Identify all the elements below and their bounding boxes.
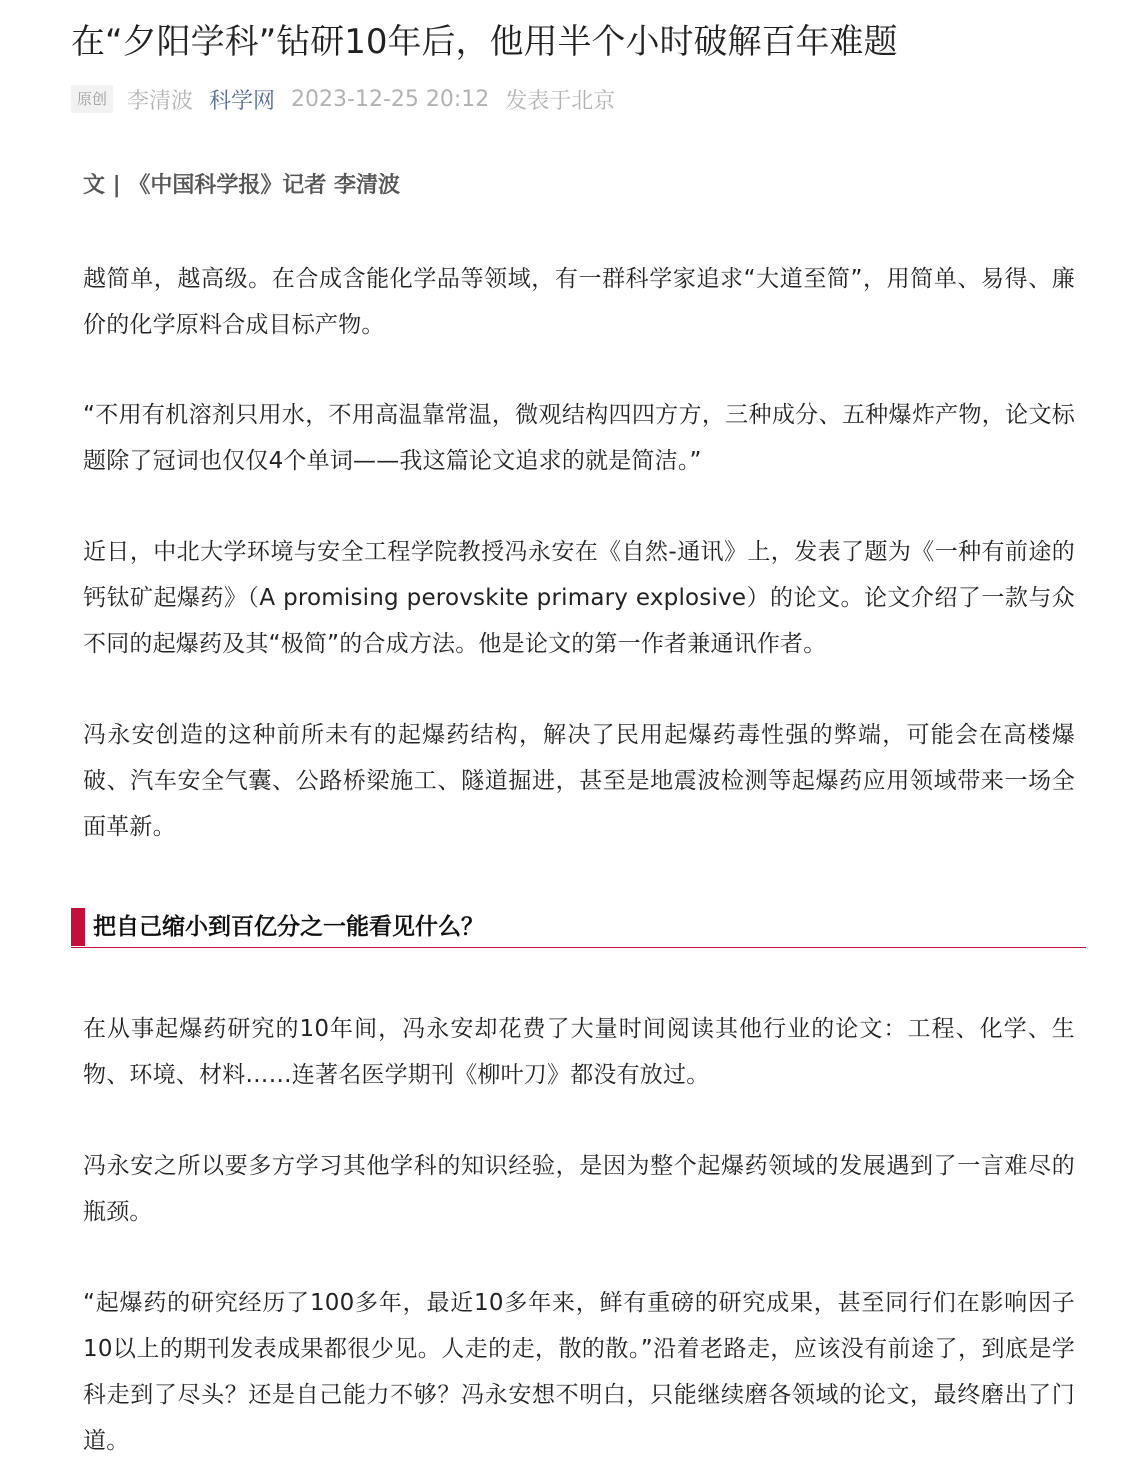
article-meta <box>71 82 615 116</box>
paragraph: 冯永安创造的这种前所未有的起爆药结构，解决了民用起爆药毒性强的弊端，可能会在高楼爆破、汽车安全气囊、公路桥梁施工、隧道掘进，甚至是地震波检测等起爆药应用领域带来一场全面革新。 <box>83 722 1075 840</box>
original-badge: 原创 <box>71 85 113 113</box>
paragraph: 在从事起爆药研究的10年间，冯永安却花费了大量时间阅读其他行业的论文：工程、化学、生物、环境、材料……连著名医学期刊《柳叶刀》都没有放过。 <box>83 1016 1075 1088</box>
publish-date: 2023-12-25 20:12 <box>291 86 490 112</box>
source-account-link[interactable]: 科学网 <box>209 88 276 114</box>
paragraph: “起爆药的研究经历了100多年，最近10多年来，鲜有重磅的研究成果，甚至同行们在影响因子10以上的期刊发表成果都很少见。人走的走，散的散。”沿着老路走，应该没有前途了，到底是学科走到了尽头？还是自己能力不够？冯永安想不明白，只能继续磨各领域的论文，最终磨出了门道。 <box>83 1290 1075 1454</box>
section-accent-bar <box>71 908 85 946</box>
section-title: 把自己缩小到百亿分之一能看见什么？ <box>93 914 484 940</box>
paragraph: “不用有机溶剂只用水，不用高温靠常温，微观结构四四方方，三种成分、五种爆炸产物，论文标题除了冠词也仅仅4个单词——我这篇论文追求的就是简洁。” <box>83 402 1075 474</box>
paragraph: 近日，中北大学环境与安全工程学院教授冯永安在《自然-通讯》上，发表了题为《一种有前途的钙钛矿起爆药》（A promising perovskite primary explosive）的论文。论文介绍了一款与众不同的起爆药及其“极简”的合成方法。他是论文的第一作者兼通讯作者。 <box>83 539 1075 657</box>
author-name: 李清波 <box>127 88 194 114</box>
article-title: 在“夕阳学科”钻研10年后，他用半个小时破解百年难题 <box>71 22 898 62</box>
byline: 文 | 《中国科学报》记者 李清波 <box>83 173 401 198</box>
paragraph: 越简单，越高级。在合成含能化学品等领域，有一群科学家追求“大道至简”，用简单、易得、廉价的化学原料合成目标产物。 <box>83 266 1075 338</box>
publish-location: 发表于北京 <box>505 88 616 114</box>
section-heading <box>71 906 1086 948</box>
paragraph: 冯永安之所以要多方学习其他学科的知识经验，是因为整个起爆药领域的发展遇到了一言难尽的瓶颈。 <box>83 1153 1075 1225</box>
